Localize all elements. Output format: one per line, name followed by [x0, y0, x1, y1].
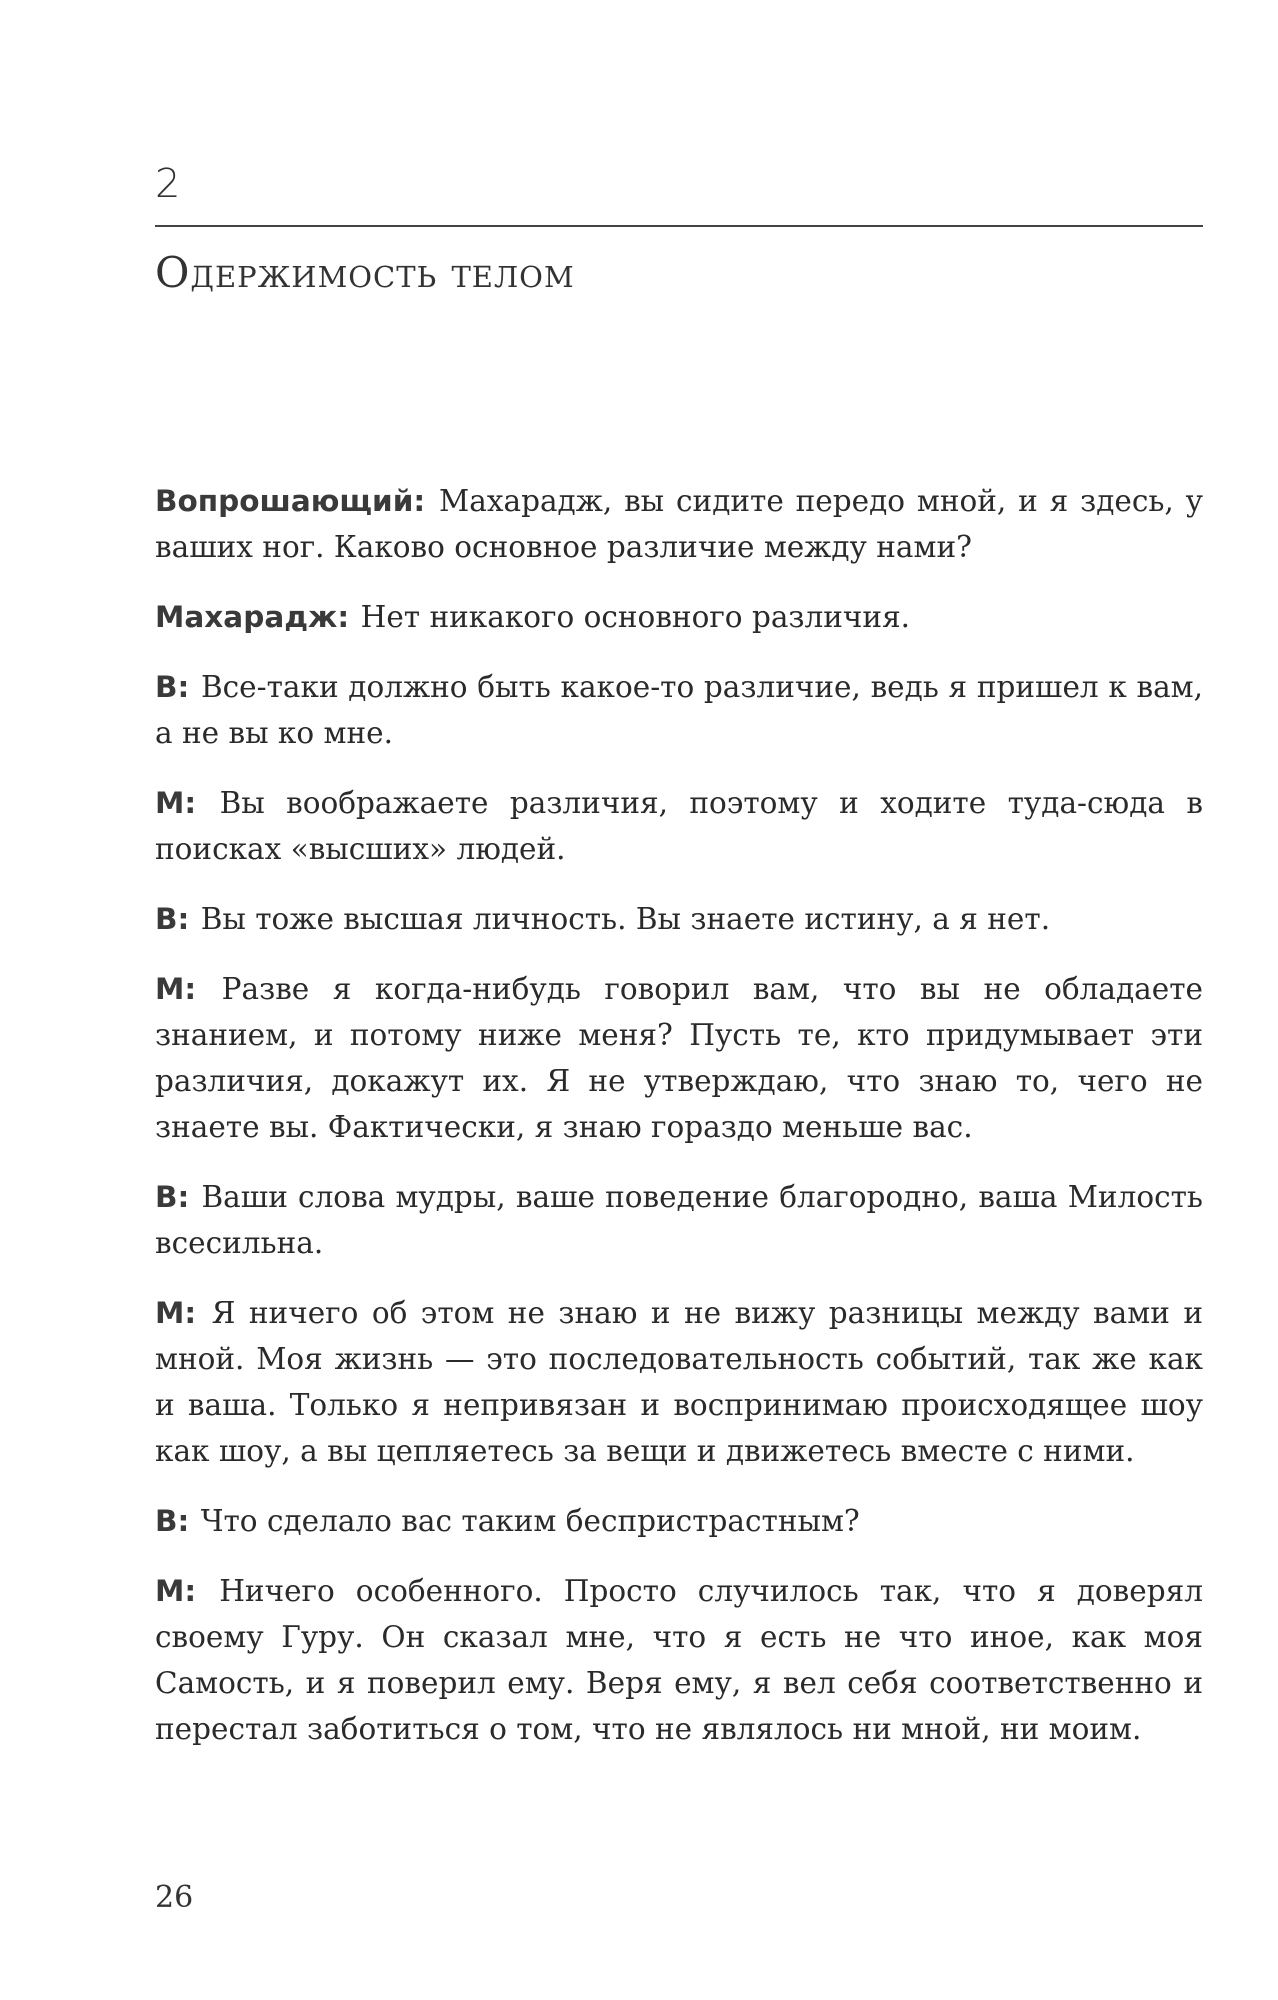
paragraph-text: Махарадж, вы сидите передо мной, и я здесь, у ваших ног. Каково основное различие между нами? — [155, 484, 1203, 564]
paragraph-text: Вы тоже высшая личность. Вы знаете истину, а я нет. — [200, 902, 1051, 936]
dialogue-paragraph — [155, 1174, 1203, 1266]
speaker-label: В: — [155, 902, 190, 936]
speaker-label: М: — [155, 1296, 197, 1330]
dialogue-paragraph — [155, 1290, 1203, 1474]
speaker-label: Махарадж: — [155, 600, 350, 634]
chapter-divider — [155, 225, 1203, 227]
dialogue-paragraph — [155, 664, 1203, 756]
dialogue-paragraph — [155, 1568, 1203, 1752]
paragraph-text: Нет никакого основного различия. — [360, 600, 911, 634]
paragraph-text: Я ничего об этом не знаю и не вижу разницы между вами и мной. Моя жизнь — это последовательность событий, так же как и ваша. Только я непривязан и воспринимаю происходящее шоу как шоу, а вы цепляетесь за вещи и движетесь вместе с ними. — [155, 1296, 1203, 1468]
dialogue-body — [155, 478, 1203, 1776]
page-number: 26 — [155, 1880, 194, 1915]
paragraph-text: Ничего особенного. Просто случилось так, что я доверял своему Гуру. Он сказал мне, что я есть не что иное, как моя Самость, и я поверил ему. Веря ему, я вел себя соответственно и перестал заботиться о том, что не являлось ни мной, ни моим. — [155, 1574, 1203, 1746]
speaker-label: Вопрошающий: — [155, 484, 426, 518]
speaker-label: М: — [155, 972, 197, 1006]
paragraph-text: Вы воображаете различия, поэтому и ходите туда-сюда в поисках «высших» людей. — [155, 786, 1203, 866]
speaker-label: В: — [155, 1504, 190, 1538]
paragraph-text: Что сделало вас таким беспристрастным? — [200, 1504, 860, 1538]
speaker-label: В: — [155, 670, 190, 704]
dialogue-paragraph — [155, 594, 1203, 640]
dialogue-paragraph — [155, 1498, 1203, 1544]
dialogue-paragraph — [155, 896, 1203, 942]
paragraph-text: Разве я когда-нибудь говорил вам, что вы не обладаете знанием, и потому ниже меня? Пусть те, кто придумывает эти различия, докажут их. Я не утверждаю, что знаю то, чего не знаете вы. Фактически, я знаю гораздо меньше вас. — [155, 972, 1203, 1144]
paragraph-text: Ваши слова мудры, ваше поведение благородно, ваша Милость всесильна. — [155, 1180, 1203, 1260]
dialogue-paragraph — [155, 966, 1203, 1150]
dialogue-paragraph — [155, 478, 1203, 570]
speaker-label: М: — [155, 786, 197, 820]
chapter-number: 2 — [155, 161, 181, 207]
dialogue-paragraph — [155, 780, 1203, 872]
chapter-title: Одержимость телом — [155, 248, 575, 297]
paragraph-text: Все-таки должно быть какое-то различие, ведь я пришел к вам, а не вы ко мне. — [155, 670, 1203, 750]
speaker-label: М: — [155, 1574, 197, 1608]
speaker-label: В: — [155, 1180, 190, 1214]
